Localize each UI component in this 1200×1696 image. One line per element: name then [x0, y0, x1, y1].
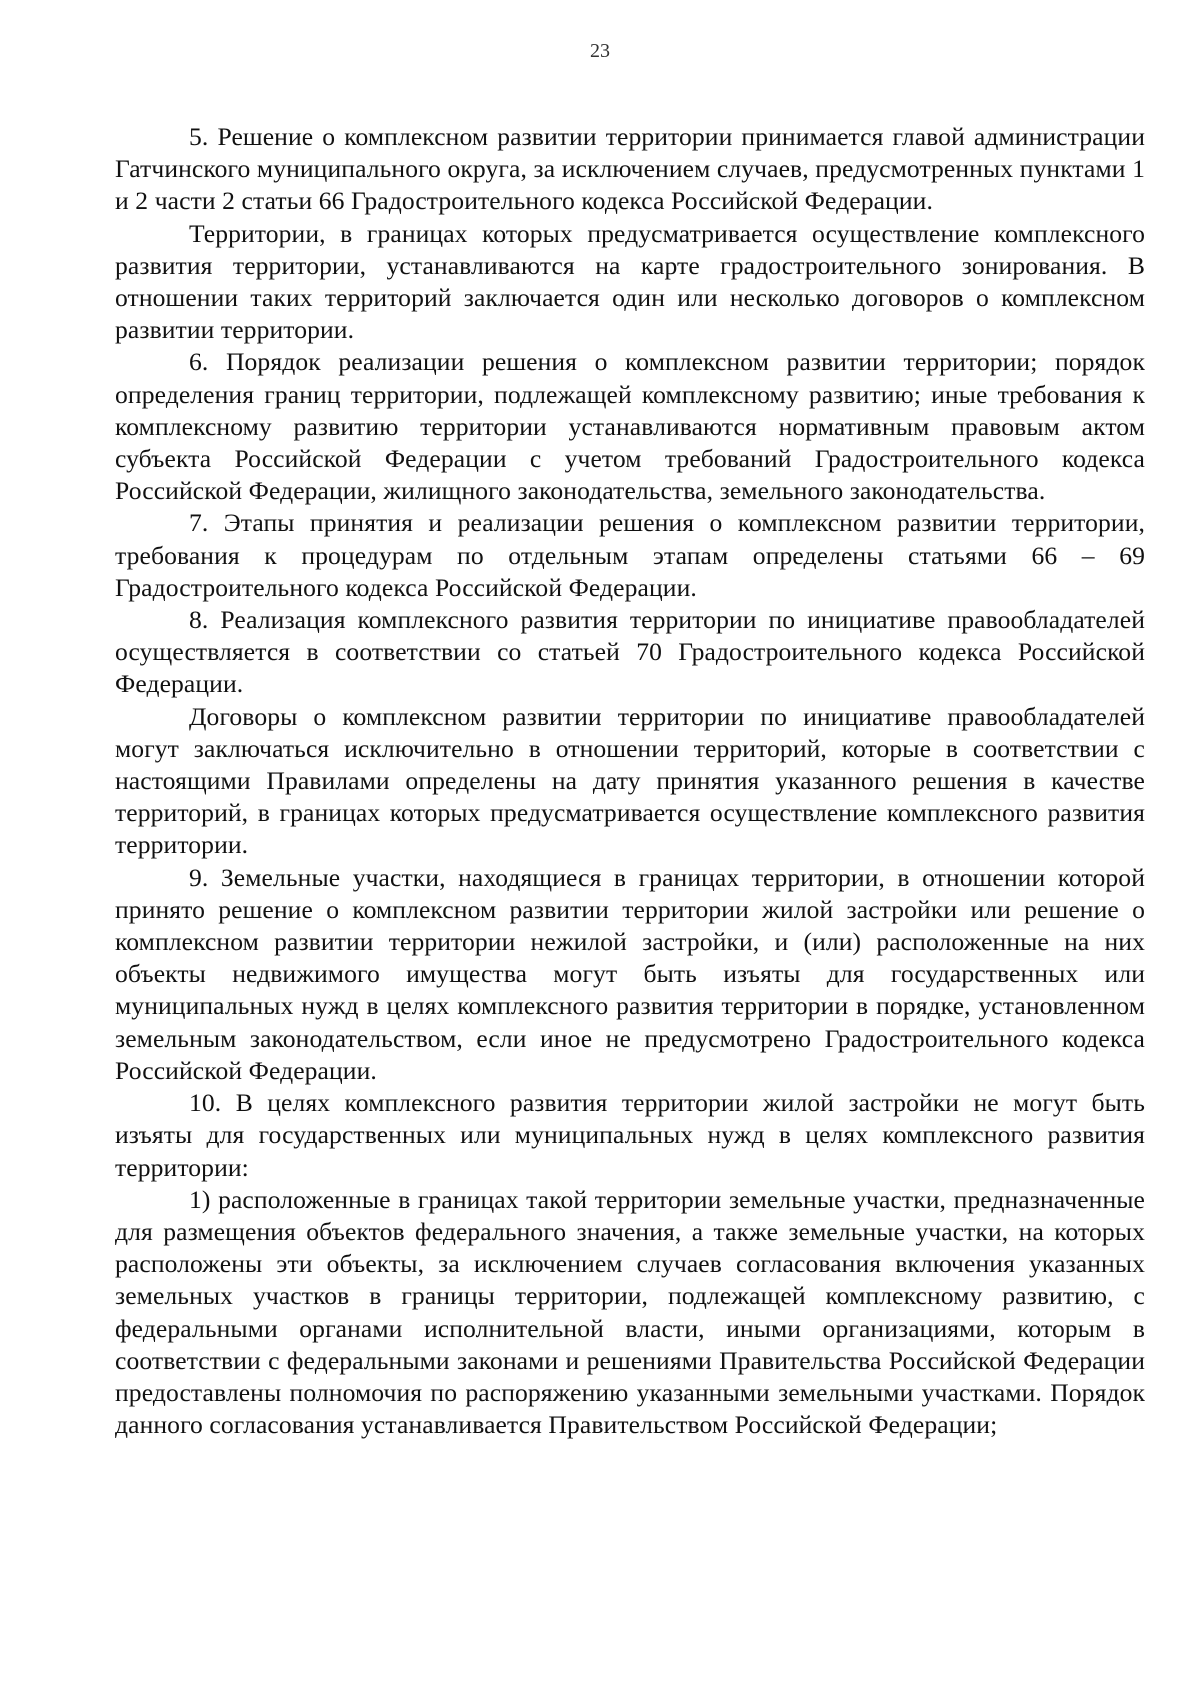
page-number: 23: [590, 40, 610, 62]
paragraph-item-5: 5. Решение о комплексном развитии территории принимается главой администрации Гатчинского муниципального округа, за исключением случаев, предусмотренных пунктами 1 и 2 части 2 статьи 66 Градостроительного кодекса Российской Федерации.: [115, 122, 1145, 216]
paragraph-item-8: 8. Реализация комплексного развития территории по инициативе правообладателей осуществляется в соответствии со статьей 70 Градостроительного кодекса Российской Федерации.: [115, 605, 1145, 699]
paragraph-item-6: 6. Порядок реализации решения о комплексном развитии территории; порядок определения границ территории, подлежащей комплексному развитию; иные требования к комплексному развитию территории устанавливаются нормативным правовым актом субъекта Российской Федерации с учетом требований Градостроительного кодекса Российской Федерации, жилищного законодательства, земельного законодательства.: [115, 347, 1145, 506]
paragraph-contracts: Договоры о комплексном развитии территории по инициативе правообладателей могут заключаться исключительно в отношении территорий, которые в соответствии с настоящими Правилами определены на дату принятия указанного решения в качестве территорий, в границах которых предусматривается осуществление комплексного развития территории.: [115, 701, 1145, 860]
document-body: [115, 121, 1145, 1441]
paragraph-item-7: 7. Этапы принятия и реализации решения о комплексном развитии территории, требования к процедурам по отдельным этапам определены статьями 66 – 69 Градостроительного кодекса Российской Федерации.: [115, 508, 1145, 602]
paragraph-subitem-1: 1) расположенные в границах такой территории земельные участки, предназначенные для размещения объектов федерального значения, а также земельные участки, на которых расположены эти объекты, за исключением случаев согласования включения указанных земельных участков в границы территории, подлежащей комплексному развитию, с федеральными органами исполнительной власти, иными организациями, которым в соответствии с федеральными законами и решениями Правительства Российской Федерации предоставлены полномочия по распоряжению указанными земельными участками. Порядок данного согласования устанавливается Правительством Российской Федерации;: [115, 1184, 1145, 1440]
paragraph-territories: Территории, в границах которых предусматривается осуществление комплексного развития территории, устанавливаются на карте градостроительного зонирования. В отношении таких территорий заключается один или несколько договоров о комплексном развитии территории.: [115, 218, 1145, 345]
paragraph-item-10: 10. В целях комплексного развития территории жилой застройки не могут быть изъяты для государственных или муниципальных нужд в целях комплексного развития территории:: [115, 1088, 1145, 1182]
paragraph-item-9: 9. Земельные участки, находящиеся в границах территории, в отношении которой принято решение о комплексном развитии территории жилой застройки или решение о комплексном развитии территории нежилой застройки, и (или) расположенные на них объекты недвижимого имущества могут быть изъяты для государственных или муниципальных нужд в целях комплексного развития территории в порядке, установленном земельным законодательством, если иное не предусмотрено Градостроительного кодекса Российской Федерации.: [115, 862, 1145, 1085]
